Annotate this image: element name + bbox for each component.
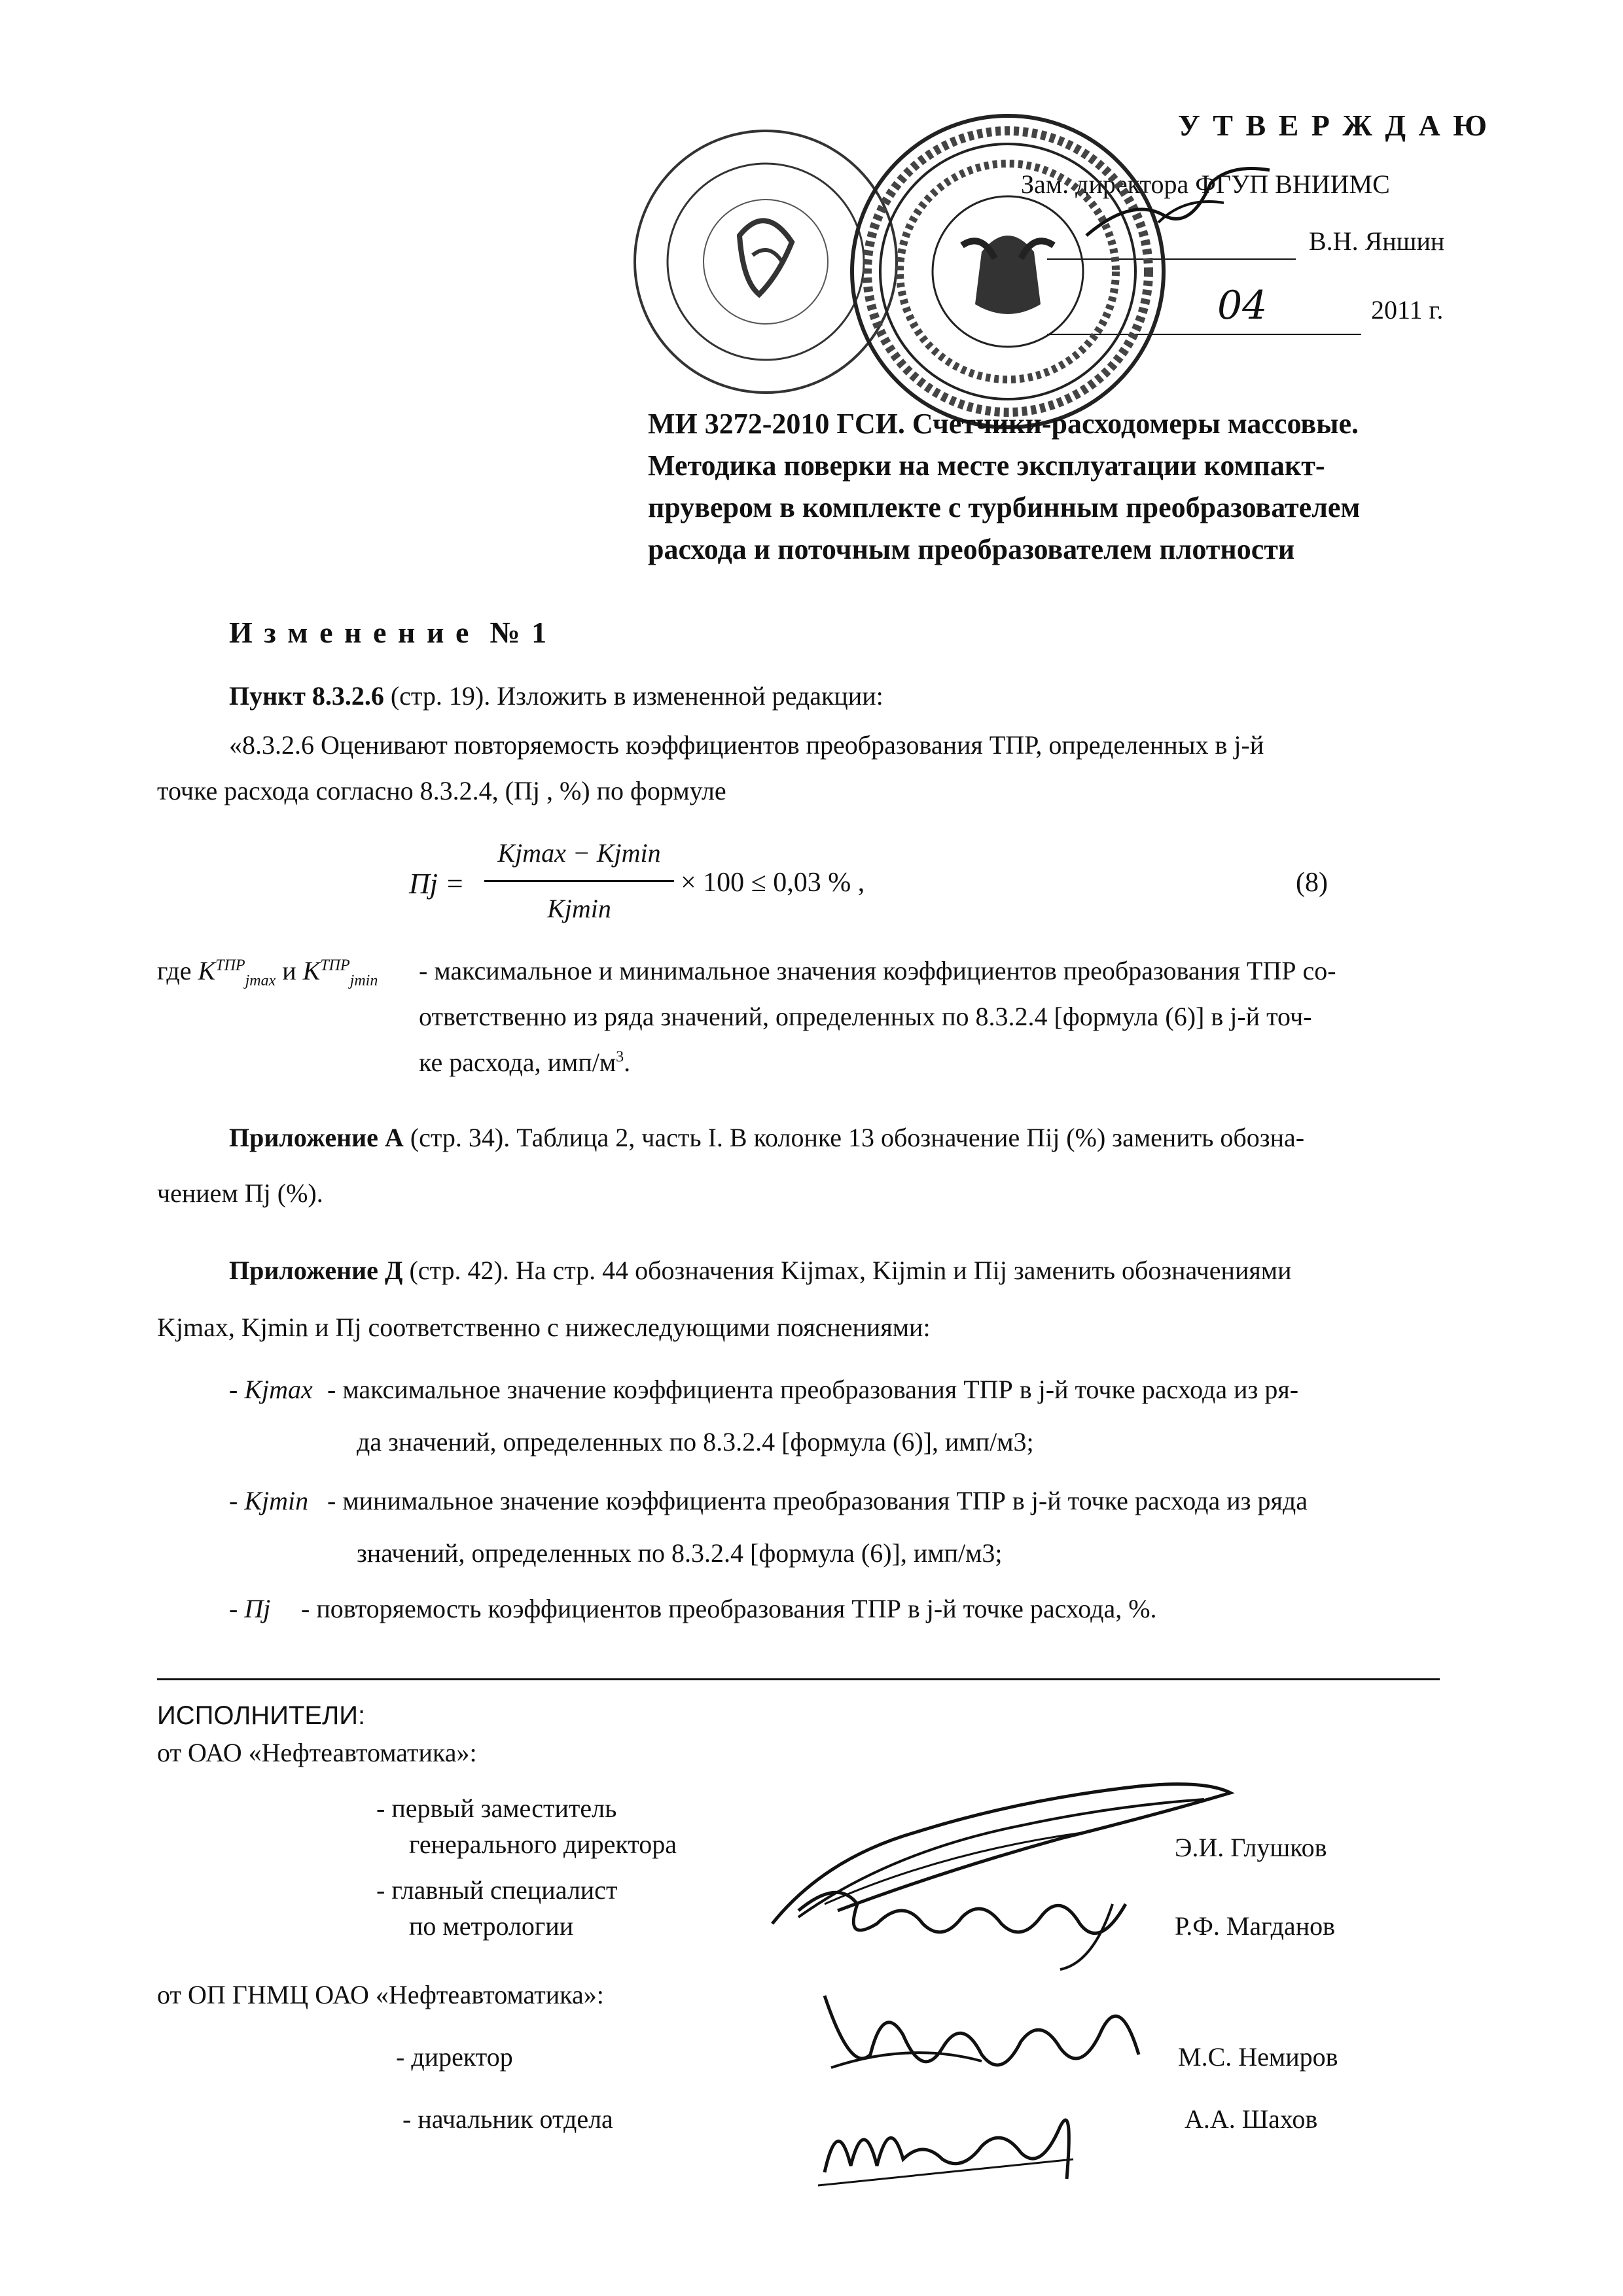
change-heading: И з м е н е н и е № 1 xyxy=(229,616,549,649)
where-sym1: $K^{ТПР}_{jmax}$ xyxy=(198,956,276,989)
formula-denominator: Kjmin xyxy=(547,894,611,923)
appendixD-line2: Kjmax, Kjmin и Пj соответственно с нижеследующими пояснениями: xyxy=(157,1313,931,1342)
formula-rhs: × 100 ≤ 0,03 % , xyxy=(681,868,865,898)
executors-pos4: - начальник отдела xyxy=(402,2104,613,2134)
where-line3: ке расхода, имп/$м^3$. xyxy=(419,1048,631,1077)
executors-pos1b: генерального директора xyxy=(409,1829,677,1859)
para2-line2: точке расхода согласно 8.3.2.4, (Пj , %) по формуле xyxy=(157,776,726,805)
executors-name1: Э.И. Глушков xyxy=(1175,1833,1327,1862)
executors-pos2a: - главный специалист xyxy=(376,1875,618,1905)
executors-pos1a: - первый заместитель xyxy=(376,1793,617,1823)
doc-title-line3: прувером в комплекте с турбинным преобразователем xyxy=(648,491,1361,523)
bullet2-symbol: - Kjmin xyxy=(229,1486,309,1515)
signature-magdanov xyxy=(785,1865,1152,1976)
executors-name3: М.С. Немиров xyxy=(1178,2042,1338,2072)
doc-title-line1: МИ 3272-2010 ГСИ. Счетчики-расходомеры массовые. xyxy=(648,408,1359,440)
formula-number: (8) xyxy=(1296,868,1328,898)
approval-signature xyxy=(1080,157,1276,249)
bullet1-line1: - максимальное значение коэффициента преобразования ТПР в j-й точке расхода из ря- xyxy=(327,1375,1299,1404)
bullet3-symbol: - Пj xyxy=(229,1594,271,1623)
bullet1-line2: да значений, определенных по 8.3.2.4 [формула (6)], имп/м3; xyxy=(357,1427,1034,1457)
para1-rest: (стр. 19). Изложить в измененной редакции: xyxy=(383,681,883,711)
doc-title-line4: расхода и поточным преобразователем плотности xyxy=(648,533,1295,565)
where-lead: где xyxy=(157,956,192,985)
signature-shakhov xyxy=(812,2087,1086,2192)
section-divider xyxy=(157,1678,1440,1680)
approval-name: В.Н. Яншин xyxy=(1309,226,1445,256)
approval-year: 2011 г. xyxy=(1371,295,1444,325)
doc-title-line2: Методика поверки на месте эксплуатации компакт- xyxy=(648,450,1325,482)
executors-name4: А.А. Шахов xyxy=(1185,2104,1318,2134)
formula-numerator: Kjmax − Kjmin xyxy=(497,838,661,868)
para1-bold: Пункт 8.3.2.6 xyxy=(229,681,384,711)
executors-org1: от ОАО «Нефтеавтоматика»: xyxy=(157,1738,477,1767)
formula-fraction-bar xyxy=(484,880,674,882)
where-block xyxy=(157,955,378,990)
appendixA-line1: Приложение А (стр. 34). Таблица 2, часть I. В колонке 13 обозначение Пij (%) заменить обозна- xyxy=(229,1123,1305,1152)
bullet3-line1: - повторяемость коэффициентов преобразования ТПР в j-й точке расхода, %. xyxy=(301,1594,1157,1623)
where-sym2: $K^{ТПР}_{jmin}$ xyxy=(302,956,378,989)
where-line2: ответственно из ряда значений, определенных по 8.3.2.4 [формула (6)] в j-й точ- xyxy=(419,1002,1312,1031)
approval-position: Зам. директора ФГУП ВНИИМС xyxy=(1021,169,1390,199)
where-and: и xyxy=(282,956,296,985)
executors-pos3: - директор xyxy=(396,2042,513,2072)
where-line1: - максимальное и минимальное значения коэффициентов преобразования ТПР со- xyxy=(419,956,1336,985)
para2-line1: «8.3.2.6 Оценивают повторяемость коэффициентов преобразования ТПР, определенных в j-й xyxy=(229,730,1264,760)
approval-date-handwritten: 04 xyxy=(1217,283,1268,328)
approval-title: У Т В Е Р Ж Д А Ю xyxy=(1178,109,1490,142)
executors-heading: ИСПОЛНИТЕЛИ: xyxy=(157,1701,366,1730)
bullet2-line2: значений, определенных по 8.3.2.4 [формула (6)], имп/м3; xyxy=(357,1538,1003,1568)
bullet1-symbol: - Kjmax xyxy=(229,1375,313,1404)
executors-pos2b: по метрологии xyxy=(409,1911,574,1941)
executors-org2: от ОП ГНМЦ ОАО «Нефтеавтоматика»: xyxy=(157,1980,604,2009)
formula-lhs: Пj = xyxy=(409,868,465,900)
bullet2-line1: - минимальное значение коэффициента преобразования ТПР в j-й точке расхода из ряда xyxy=(327,1486,1308,1515)
appendixD-line1: Приложение Д (стр. 42). На стр. 44 обозначения Kijmax, Kijmin и Пij заменить обозначениями xyxy=(229,1256,1292,1285)
appendixA-line2: чением Пj (%). xyxy=(157,1178,323,1208)
para1 xyxy=(229,680,883,711)
executors-name2: Р.Ф. Магданов xyxy=(1175,1911,1335,1941)
